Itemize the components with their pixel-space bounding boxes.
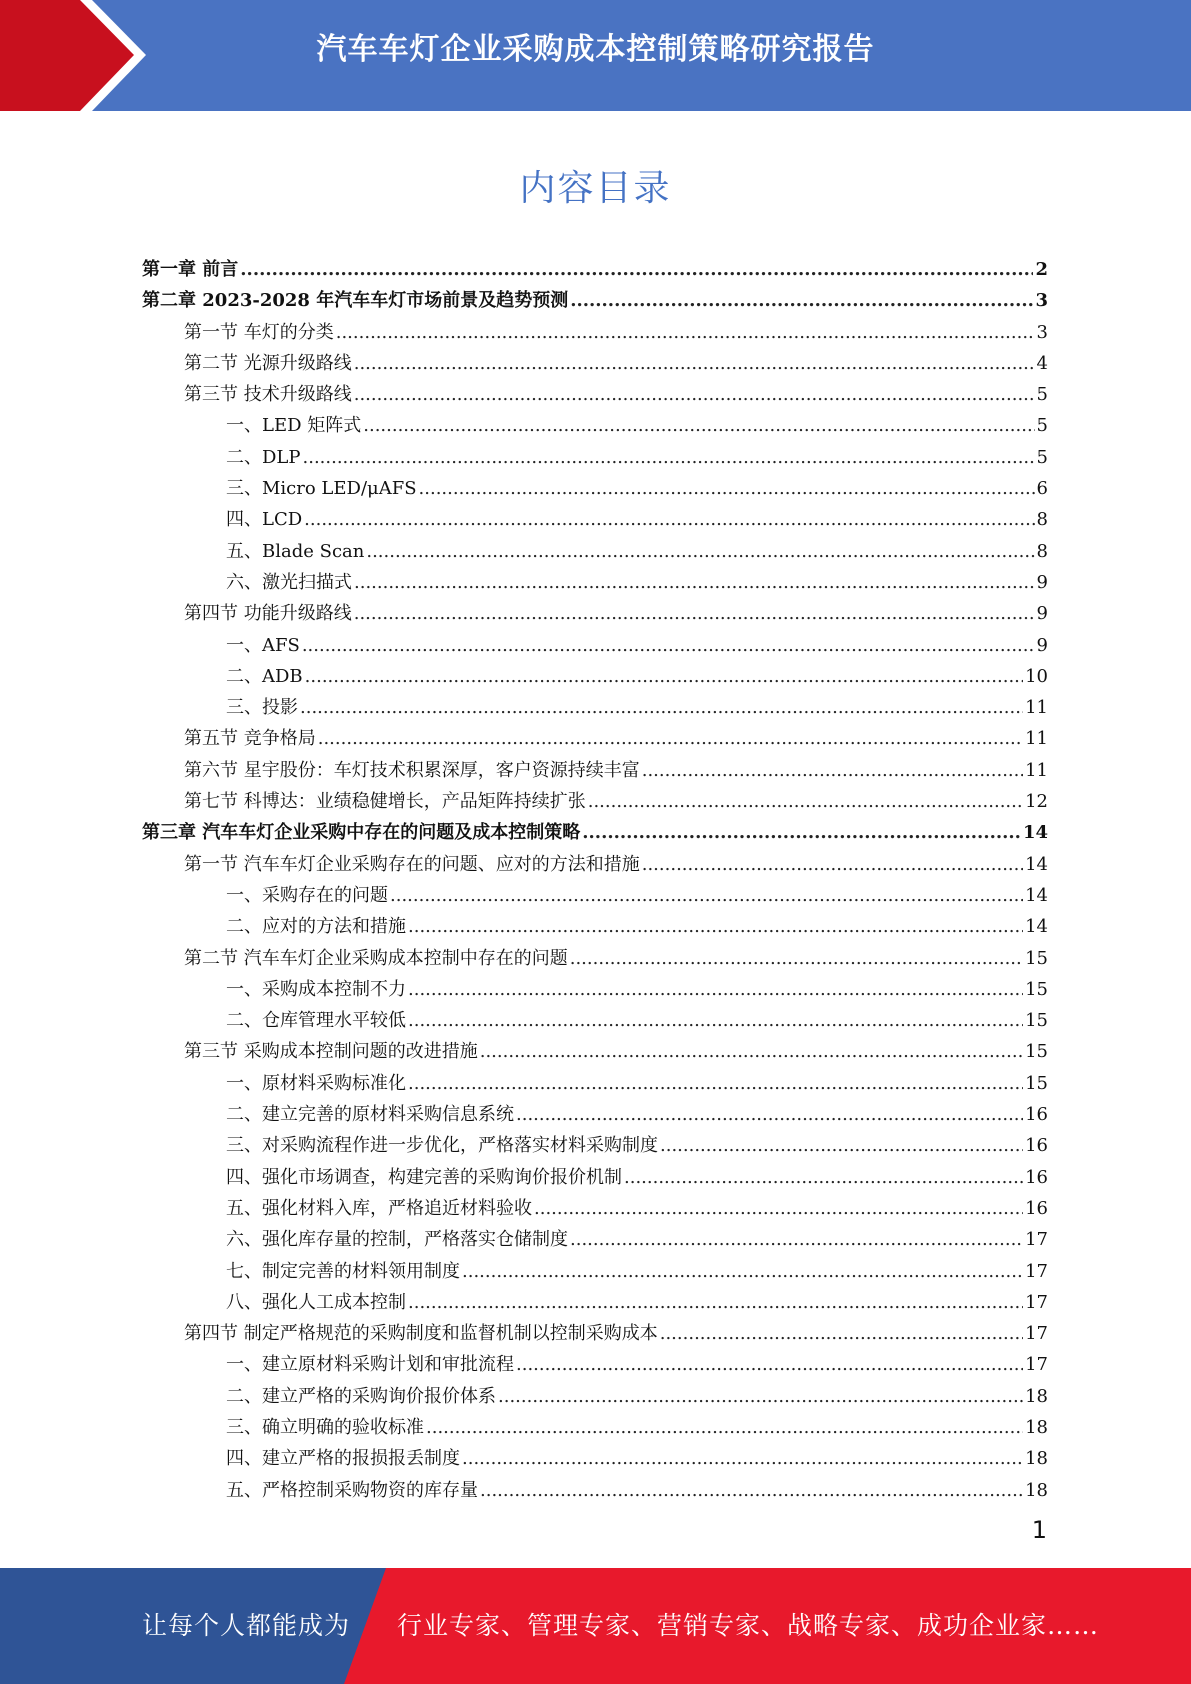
toc-leader-dots [408, 1287, 1023, 1318]
toc-entry-label: 四、建立严格的报损报丢制度 [226, 1448, 460, 1470]
toc-entry-page: 9 [1036, 603, 1048, 625]
toc-entry[interactable] [142, 285, 1048, 316]
toc-entry[interactable] [142, 348, 1048, 379]
toc-entry-page: 9 [1036, 634, 1048, 656]
toc-entry-label: 第七节 科博达：业绩稳健增长，产品矩阵持续扩张 [184, 791, 586, 813]
toc-entry-label: 第一节 车灯的分类 [184, 321, 334, 343]
toc-entry-page: 5 [1036, 384, 1048, 406]
toc-leader-dots [624, 1162, 1023, 1193]
footer-band [0, 1568, 1191, 1684]
toc-entry-page: 11 [1025, 759, 1048, 781]
page-number: 1 [1031, 1516, 1047, 1544]
toc-entry[interactable] [142, 1224, 1048, 1255]
toc-entry[interactable] [142, 504, 1048, 535]
toc-entry-page: 17 [1025, 1291, 1048, 1313]
toc-entry-page: 14 [1022, 822, 1048, 844]
toc-entry-label: 二、DLP [226, 446, 301, 468]
toc-entry-page: 18 [1025, 1416, 1048, 1438]
toc-entry-label: 五、Blade Scan [226, 540, 365, 562]
toc-entry[interactable] [142, 755, 1048, 786]
toc-entry[interactable] [142, 1318, 1048, 1349]
header-band [0, 0, 1191, 111]
toc-leader-dots [660, 1318, 1023, 1349]
toc-entry-page: 15 [1025, 978, 1048, 1000]
toc-entry-page: 2 [1035, 259, 1048, 280]
toc-entry-page: 5 [1036, 415, 1048, 437]
footer-slogan-right: 行业专家、管理专家、营销专家、战略专家、成功企业家…… [397, 1611, 1100, 1640]
toc-entry-label: 八、强化人工成本控制 [226, 1291, 406, 1313]
toc-entry[interactable] [142, 317, 1048, 348]
toc-entry-page: 12 [1025, 791, 1048, 813]
toc-entry-label: 第五节 竞争格局 [184, 728, 316, 750]
toc-leader-dots [300, 692, 1023, 723]
toc-entry-label: 一、建立原材料采购计划和审批流程 [226, 1354, 514, 1376]
toc-entry-page: 18 [1025, 1448, 1048, 1470]
toc-entry-label: 第二节 汽车车灯企业采购成本控制中存在的问题 [184, 947, 568, 969]
toc-entry-label: 五、严格控制采购物资的库存量 [226, 1479, 478, 1501]
toc-leader-dots [336, 317, 1035, 348]
report-title: 汽车车灯企业采购成本控制策略研究报告 [316, 32, 875, 67]
toc-entry[interactable] [142, 254, 1048, 285]
toc-leader-dots [419, 473, 1035, 504]
toc-leader-dots [354, 598, 1035, 629]
toc-leader-dots [303, 442, 1035, 473]
toc-entry-page: 10 [1025, 665, 1048, 687]
toc-entry-label: 一、AFS [226, 634, 300, 656]
toc-entry-page: 15 [1025, 1072, 1048, 1094]
toc-entry-label: 二、应对的方法和措施 [226, 916, 406, 938]
toc-entry-page: 11 [1025, 728, 1048, 750]
toc-leader-dots [354, 348, 1035, 379]
toc-entry-label: 一、采购存在的问题 [226, 884, 388, 906]
toc-entry-label: 一、LED 矩阵式 [226, 415, 362, 437]
toc-entry-label: 六、强化库存量的控制，严格落实仓储制度 [226, 1229, 568, 1251]
toc-entry[interactable] [142, 1412, 1048, 1443]
toc-entry[interactable] [142, 1475, 1048, 1506]
toc-entry[interactable] [142, 1162, 1048, 1193]
toc-entry-page: 15 [1025, 1041, 1048, 1063]
toc-entry-label: 五、强化材料入库，严格追近材料验收 [226, 1197, 532, 1219]
toc-entry-page: 4 [1036, 352, 1048, 374]
toc-leader-dots [642, 849, 1023, 880]
toc-entry-label: 第六节 星宇股份：车灯技术积累深厚，客户资源持续丰富 [184, 759, 640, 781]
footer-slogan-left: 让每个人都能成为 [142, 1611, 351, 1640]
toc-entry-label: 第三章 汽车车灯企业采购中存在的问题及成本控制策略 [142, 822, 581, 844]
toc-entry-page: 3 [1036, 321, 1048, 343]
toc-entry[interactable] [142, 786, 1048, 817]
toc-leader-dots [498, 1381, 1023, 1412]
toc-entry[interactable] [142, 473, 1048, 504]
toc-entry-label: 三、Micro LED/μAFS [226, 478, 417, 500]
toc-leader-dots [390, 880, 1023, 911]
toc-entry[interactable] [142, 692, 1048, 723]
toc-leader-dots [462, 1256, 1023, 1287]
toc-entry[interactable] [142, 661, 1048, 692]
toc-entry-label: 六、激光扫描式 [226, 571, 352, 593]
toc-entry-label: 二、仓库管理水平较低 [226, 1010, 406, 1032]
toc-entry-label: 二、ADB [226, 665, 303, 687]
toc-entry-label: 第一节 汽车车灯企业采购存在的问题、应对的方法和措施 [184, 853, 640, 875]
toc-leader-dots [363, 410, 1034, 441]
toc-entry-label: 第四节 功能升级路线 [184, 603, 352, 625]
toc-entry-label: 一、采购成本控制不力 [226, 978, 406, 1000]
toc-entry[interactable] [142, 567, 1048, 598]
toc-entry-label: 四、强化市场调查，构建完善的采购询价报价机制 [226, 1166, 622, 1188]
toc-entry-page: 18 [1025, 1385, 1048, 1407]
toc-leader-dots [570, 285, 1033, 316]
toc-entry-page: 17 [1025, 1323, 1048, 1345]
toc-entry-page: 8 [1036, 540, 1048, 562]
toc-entry[interactable] [142, 911, 1048, 942]
toc-entry-page: 17 [1025, 1229, 1048, 1251]
toc-entry[interactable] [142, 880, 1048, 911]
toc-entry-label: 二、建立严格的采购询价报价体系 [226, 1385, 496, 1407]
toc-entry[interactable] [142, 849, 1048, 880]
toc-entry-label: 三、投影 [226, 697, 298, 719]
toc-leader-dots [642, 755, 1023, 786]
toc-entry-page: 18 [1025, 1479, 1048, 1501]
toc-leader-dots [240, 254, 1033, 285]
toc-entry-page: 14 [1025, 884, 1048, 906]
toc-entry-label: 第三节 采购成本控制问题的改进措施 [184, 1041, 478, 1063]
table-of-contents [142, 254, 1048, 1506]
toc-entry-page: 15 [1025, 947, 1048, 969]
toc-entry[interactable] [142, 1036, 1048, 1067]
toc-entry-page: 17 [1025, 1354, 1048, 1376]
toc-leader-dots [305, 661, 1023, 692]
toc-leader-dots [408, 911, 1023, 942]
toc-leader-dots [516, 1099, 1023, 1130]
toc-entry-page: 14 [1025, 853, 1048, 875]
toc-leader-dots [408, 1005, 1023, 1036]
toc-entry-label: 第二章 2023-2028 年汽车车灯市场前景及趋势预测 [142, 290, 569, 312]
toc-entry-page: 9 [1036, 571, 1048, 593]
toc-entry-label: 三、对采购流程作进一步优化，严格落实材料采购制度 [226, 1135, 658, 1157]
toc-entry-label: 七、制定完善的材料领用制度 [226, 1260, 460, 1282]
toc-entry[interactable] [142, 1287, 1048, 1318]
toc-leader-dots [354, 567, 1035, 598]
toc-entry-page: 6 [1036, 478, 1048, 500]
toc-title: 内容目录 [519, 168, 672, 209]
toc-entry-page: 15 [1025, 1010, 1048, 1032]
toc-entry[interactable] [142, 598, 1048, 629]
toc-entry[interactable] [142, 974, 1048, 1005]
toc-entry-page: 3 [1035, 290, 1048, 312]
toc-entry-page: 16 [1025, 1104, 1048, 1126]
toc-entry[interactable] [142, 723, 1048, 754]
toc-entry-page: 5 [1036, 446, 1048, 468]
toc-entry-page: 17 [1025, 1260, 1048, 1282]
toc-entry[interactable] [142, 442, 1048, 473]
toc-entry[interactable] [142, 1130, 1048, 1161]
toc-leader-dots [534, 1193, 1023, 1224]
toc-entry-page: 8 [1036, 509, 1048, 531]
toc-entry[interactable] [142, 536, 1048, 567]
toc-leader-dots [516, 1349, 1023, 1380]
toc-leader-dots [660, 1130, 1023, 1161]
toc-entry-label: 第一章 前言 [142, 259, 239, 280]
toc-entry-page: 11 [1025, 697, 1048, 719]
toc-entry-label: 四、LCD [226, 509, 303, 531]
toc-entry-label: 二、建立完善的原材料采购信息系统 [226, 1104, 514, 1126]
toc-entry[interactable] [142, 1099, 1048, 1130]
toc-entry-label: 第三节 技术升级路线 [184, 384, 352, 406]
toc-entry-label: 三、确立明确的验收标准 [226, 1416, 424, 1438]
toc-leader-dots [582, 817, 1021, 848]
toc-leader-dots [354, 379, 1035, 410]
toc-leader-dots [462, 1443, 1023, 1474]
toc-entry[interactable] [142, 1005, 1048, 1036]
toc-leader-dots [570, 1224, 1023, 1255]
toc-entry-page: 16 [1025, 1197, 1048, 1219]
toc-leader-dots [426, 1412, 1023, 1443]
toc-leader-dots [588, 786, 1023, 817]
toc-entry-page: 16 [1025, 1135, 1048, 1157]
toc-entry[interactable] [142, 817, 1048, 848]
toc-entry[interactable] [142, 1443, 1048, 1474]
toc-entry[interactable] [142, 410, 1048, 441]
toc-entry-label: 第二节 光源升级路线 [184, 352, 352, 374]
toc-entry-page: 16 [1025, 1166, 1048, 1188]
toc-entry[interactable] [142, 943, 1048, 974]
toc-entry-page: 14 [1025, 916, 1048, 938]
toc-entry[interactable] [142, 379, 1048, 410]
toc-entry[interactable] [142, 1193, 1048, 1224]
toc-leader-dots [302, 630, 1035, 661]
toc-leader-dots [366, 536, 1034, 567]
toc-leader-dots [480, 1036, 1023, 1067]
toc-leader-dots [408, 1068, 1023, 1099]
toc-entry[interactable] [142, 1256, 1048, 1287]
toc-entry[interactable] [142, 1381, 1048, 1412]
toc-entry-label: 一、原材料采购标准化 [226, 1072, 406, 1094]
toc-leader-dots [304, 504, 1034, 535]
toc-leader-dots [570, 943, 1023, 974]
toc-entry[interactable] [142, 1068, 1048, 1099]
toc-leader-dots [318, 723, 1023, 754]
toc-leader-dots [408, 974, 1023, 1005]
toc-leader-dots [480, 1475, 1023, 1506]
toc-entry[interactable] [142, 1349, 1048, 1380]
toc-entry[interactable] [142, 630, 1048, 661]
toc-entry-label: 第四节 制定严格规范的采购制度和监督机制以控制采购成本 [184, 1323, 658, 1345]
